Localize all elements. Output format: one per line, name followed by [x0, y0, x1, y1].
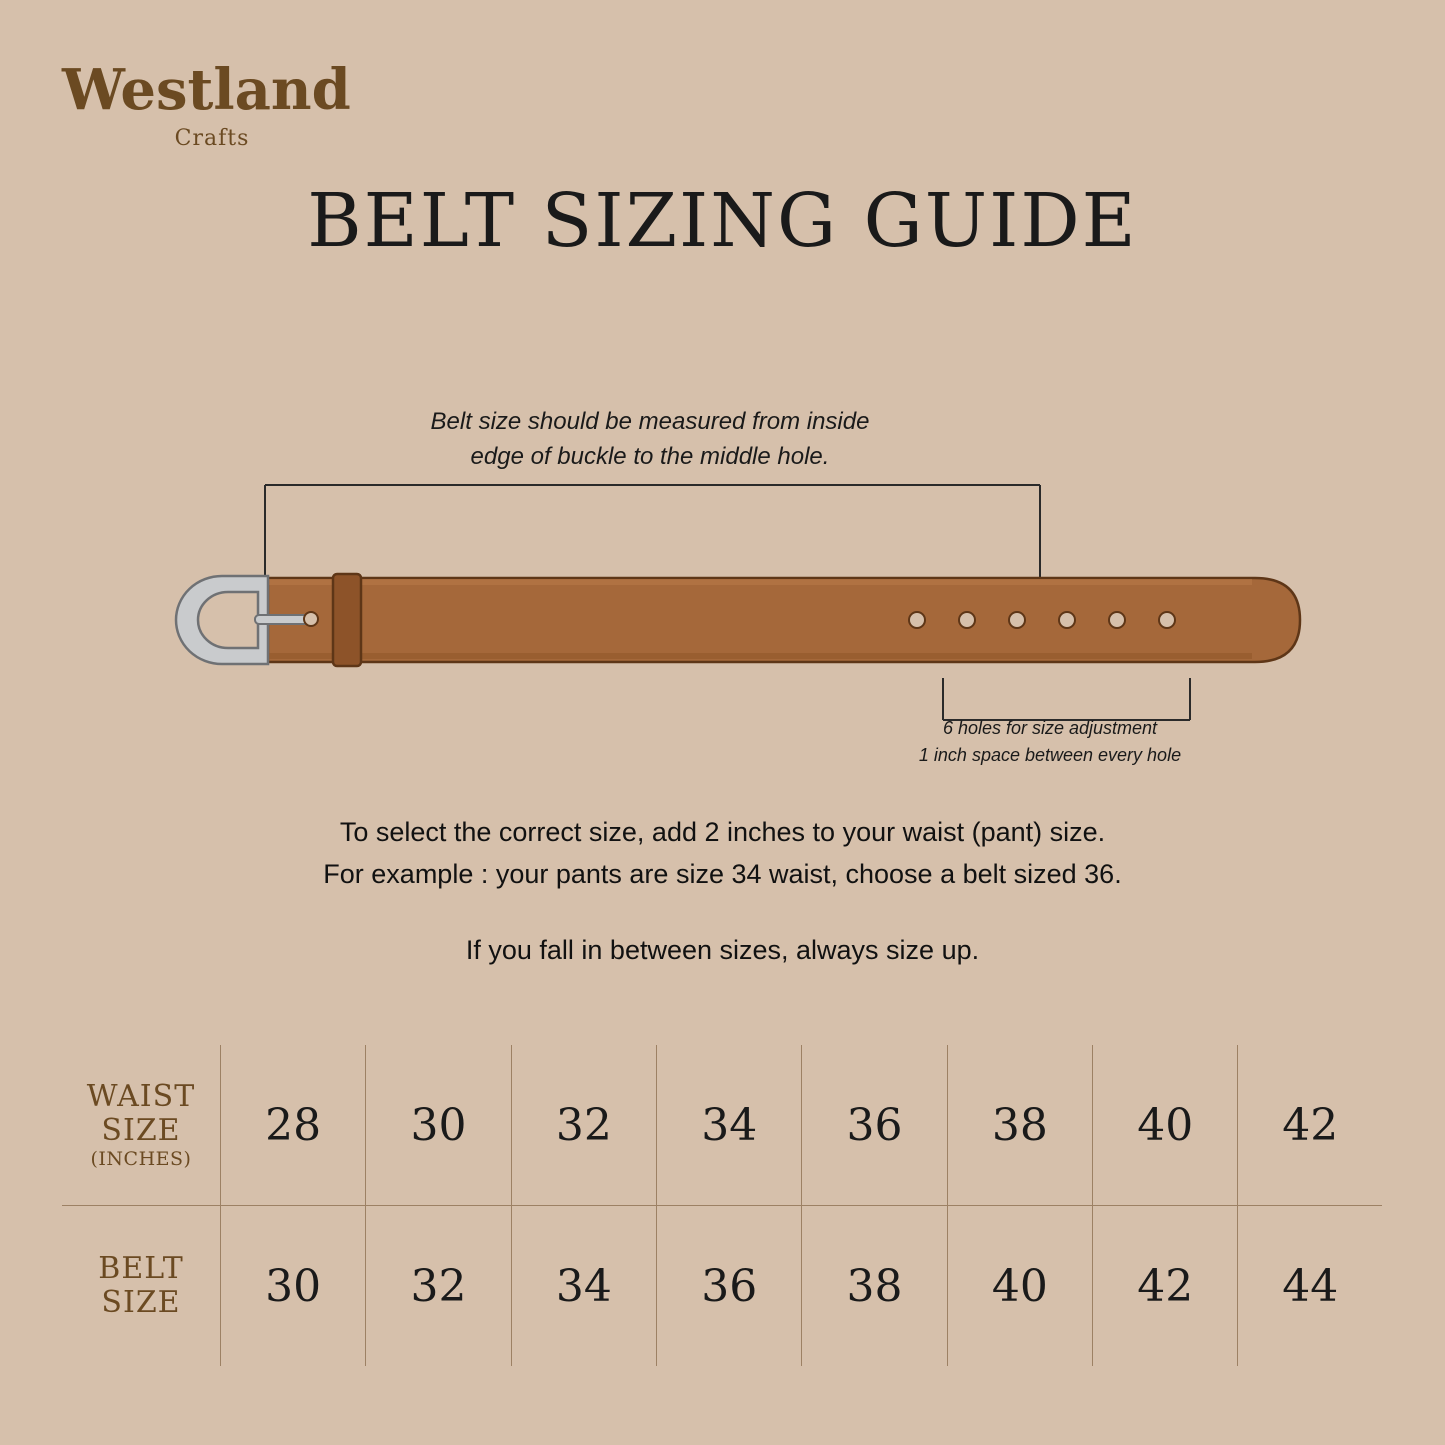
waist-size-cell-7: [1093, 1045, 1238, 1206]
waist-size-value: 34: [701, 1099, 758, 1151]
instruction-line-1: To select the correct size, add 2 inches to your waist (pant) size.: [339, 817, 1106, 847]
waist-size-value: 42: [1282, 1099, 1339, 1151]
belt-strap: [268, 578, 1300, 662]
belt-size-value: 36: [701, 1260, 758, 1312]
waist-size-cell-1: [221, 1045, 366, 1206]
waist-size-value: 30: [410, 1099, 467, 1151]
measurement-note-line1: Belt size should be measured from inside: [430, 408, 870, 435]
belt-size-cell-4: [657, 1206, 802, 1367]
belt-header-line1: BELT: [98, 1250, 184, 1286]
brand-subtitle: Crafts: [174, 126, 250, 151]
belt-size-cell-3: [511, 1206, 656, 1367]
belt-size-value: 44: [1282, 1260, 1339, 1312]
holes-caption-line2: 1 inch space between every hole: [918, 745, 1182, 765]
belt-size-cell-8: [1238, 1206, 1382, 1367]
instruction-line-2: For example : your pants are size 34 waist, choose a belt sized 36.: [323, 858, 1122, 889]
brand-name: Westland: [62, 57, 351, 123]
waist-header-line2: SIZE: [101, 1113, 181, 1149]
waist-size-cell-3: [511, 1045, 656, 1206]
instruction-line-3: If you fall in between sizes, always size up.: [465, 934, 980, 965]
measurement-note: [270, 405, 1030, 475]
belt-keeper-loop: [333, 574, 361, 666]
measurement-note-line2: edge of buckle to the middle hole.: [470, 442, 830, 470]
waist-size-value: 38: [991, 1099, 1048, 1151]
size-chart-body: [62, 1045, 1382, 1366]
belt-size-cell-6: [947, 1206, 1092, 1367]
waist-size-cell-4: [657, 1045, 802, 1206]
belt-size-value: 34: [555, 1260, 612, 1312]
belt-size-cell-5: [802, 1206, 947, 1367]
belt-size-value: 42: [1137, 1260, 1194, 1312]
brand-logo: [62, 57, 362, 151]
belt-size-cell-1: [221, 1206, 366, 1367]
belt-size-cell-7: [1093, 1206, 1238, 1367]
waist-size-cell-2: [366, 1045, 511, 1206]
waist-size-value: 32: [555, 1099, 612, 1151]
page-title: BELT SIZING GUIDE: [307, 178, 1138, 264]
sizing-instructions: [0, 812, 1445, 972]
belt-header-line2: SIZE: [101, 1285, 181, 1320]
belt-size-value: 32: [410, 1260, 467, 1312]
belt-size-value: 30: [265, 1260, 322, 1312]
table-row: [62, 1045, 1382, 1206]
belt-size-value: 38: [846, 1260, 903, 1312]
buckle-prong-hole: [304, 612, 318, 626]
waist-header-units: (INCHES): [90, 1147, 192, 1170]
belt-size-cell-2: [366, 1206, 511, 1367]
belt-size-value: 40: [991, 1260, 1048, 1312]
waist-header-line1: WAIST: [86, 1078, 196, 1114]
waist-size-value: 36: [846, 1099, 903, 1151]
size-chart-table: [62, 1045, 1382, 1366]
waist-size-value: 28: [265, 1099, 322, 1151]
waist-size-value: 40: [1137, 1099, 1194, 1151]
table-row: [62, 1206, 1382, 1367]
holes-caption: [840, 715, 1260, 769]
waist-size-cell-5: [802, 1045, 947, 1206]
belt-size-header: [62, 1206, 221, 1367]
holes-bracket: [943, 678, 1190, 720]
waist-size-header: [62, 1045, 221, 1206]
waist-size-cell-8: [1238, 1045, 1382, 1206]
holes-caption-line1: 6 holes for size adjustment: [942, 718, 1158, 738]
waist-size-cell-6: [947, 1045, 1092, 1206]
